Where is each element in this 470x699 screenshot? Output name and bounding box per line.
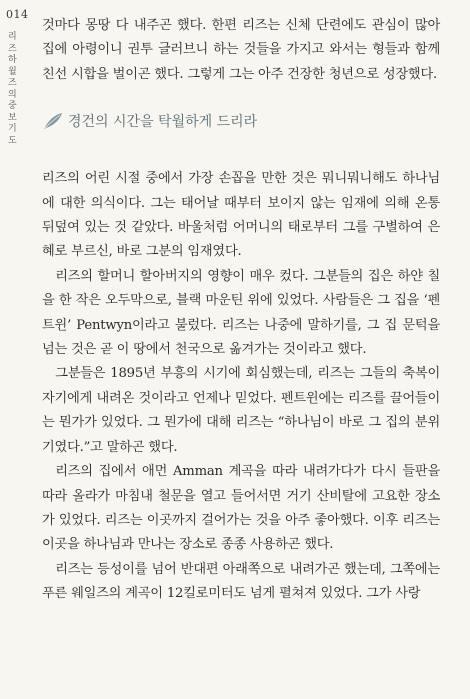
page-number: 014 bbox=[6, 8, 29, 21]
page-body bbox=[42, 14, 440, 607]
paragraph-5: 리즈는 등성이를 넘어 반대편 아래쪽으로 내려가곤 했는데, 그쪽에는 푸른 웨일즈의 계곡이 12킬로미터도 넘게 펼쳐져 있었다. 그가 사랑 bbox=[42, 561, 440, 602]
running-head: 리즈 하윌즈의 중보기도 bbox=[8, 32, 17, 146]
paragraph-4: 리즈의 집에서 애먼 Amman 계곡을 따라 내려가다가 다시 들판을 따라 올라가 마침내 철문을 열고 들어서면 거기 산비탈에 고요한 장소가 있었다. 리즈는 이곳까지 걸어가는 것을 아주 좋아했다. 이후 리즈는 이곳을 하나님과 만나는 장소로 종종 사용하곤 했다. bbox=[42, 464, 440, 553]
section-heading bbox=[42, 111, 440, 131]
feather-leaf-icon bbox=[42, 111, 64, 131]
paragraph-1: 리즈의 어린 시절 중에서 가장 손꼽을 만한 것은 뭐니뭐니해도 하나님에 대한 의식이다. 그는 태어날 때부터 보이지 않는 임재에 의해 온통 뒤덮여 있는 것 같았다. 바울처럼 어머니의 태로부터 그를 구별하여 은혜로 부르신, 바로 그분의 임재였다. bbox=[42, 171, 440, 260]
section-heading-text: 경건의 시간을 탁월하게 드리라 bbox=[68, 114, 258, 131]
paragraph-3: 그분들은 1895년 부흥의 시기에 회심했는데, 리즈는 그들의 축복이 자기에게 내려온 것이라고 언제나 믿었다. 펜트윈에는 리즈를 끌어들이는 뭔가가 있었다. 그 뭔가에 대해 리즈는 “하나님이 바로 그 집의 분위기였다.”고 말하곤 했다. bbox=[42, 366, 440, 455]
paragraph-2: 리즈의 할머니 할아버지의 영향이 매우 컸다. 그분들의 집은 하얀 칠을 한 작은 오두막으로, 블랙 마운틴 위에 있었다. 사람들은 그 집을 ‘펜트윈’ Pentwyn이라고 불렀다. 리즈는 나중에 말하기를, 그 집 문턱을 넘는 것은 곧 이 땅에서 천국으로 옮겨가는 것이라고 했다. bbox=[42, 268, 440, 358]
page-margin bbox=[0, 0, 29, 699]
intro-paragraph: 것마다 몽땅 다 내주곤 했다. 한편 리즈는 신체 단련에도 관심이 많아 집에 아령이니 권투 글러브니 하는 것들을 가지고 와서는 형들과 함께 친선 시합을 벌이곤 했다. 그렇게 그는 아주 건장한 청년으로 성장했다. bbox=[42, 18, 440, 82]
